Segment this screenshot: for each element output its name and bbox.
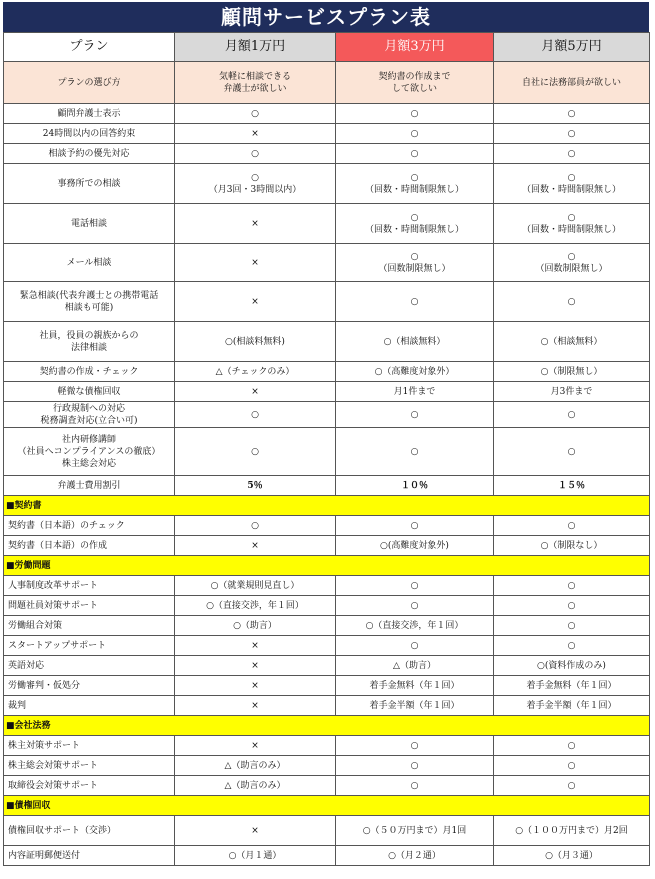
cell-5man: 月3件まで — [494, 382, 650, 402]
section-title: ■債権回収 — [4, 796, 650, 816]
cell-5man: ○（相談無料） — [494, 322, 650, 362]
cell-3man: ○（月２通） — [336, 846, 494, 866]
cell-3man: ○ — [336, 576, 494, 596]
cell-3man: ○ — [336, 282, 494, 322]
cell-5man: ○ — [494, 756, 650, 776]
table-row — [4, 428, 650, 476]
page-title: 顧問サービスプラン表 — [3, 2, 649, 32]
cell-5man: ○（制限なし） — [494, 536, 650, 556]
cell-3man: １０％ — [336, 476, 494, 496]
table-row — [4, 144, 650, 164]
cell-1man: × — [175, 636, 336, 656]
cell-1man: ○ — [175, 428, 336, 476]
row-label: 電話相談 — [4, 204, 175, 244]
cell-3man: ○（５０万円まで）月1回 — [336, 816, 494, 846]
cell-1man: × — [175, 282, 336, 322]
cell-5man: ○ — [494, 144, 650, 164]
table-row — [4, 124, 650, 144]
cell-1man: ○ — [175, 402, 336, 428]
cell-1man: △（助言のみ） — [175, 756, 336, 776]
cell-1man: × — [175, 244, 336, 282]
plan-choice-5man: 自社に法務部員が欲しい — [494, 62, 650, 104]
row-label: 人事制度改革サポート — [4, 576, 175, 596]
row-label: 株主総会対策サポート — [4, 756, 175, 776]
row-label: 弁護士費用割引 — [4, 476, 175, 496]
plan-choice-3man: 契約書の作成まで して欲しい — [336, 62, 494, 104]
section-header — [4, 496, 650, 516]
cell-5man: ○ — [494, 736, 650, 756]
section-title: ■会社法務 — [4, 716, 650, 736]
table-row — [4, 576, 650, 596]
cell-5man: ○ — [494, 576, 650, 596]
row-label: 軽微な債権回収 — [4, 382, 175, 402]
section-title: ■労働問題 — [4, 556, 650, 576]
table-row — [4, 756, 650, 776]
cell-3man: ○ — [336, 756, 494, 776]
row-label: 相談予約の優先対応 — [4, 144, 175, 164]
cell-3man: ○ （回数・時間制限無し） — [336, 164, 494, 204]
cell-5man: １５％ — [494, 476, 650, 496]
table-row — [4, 616, 650, 636]
cell-5man: ○ （回数・時間制限無し） — [494, 204, 650, 244]
row-label: 株主対策サポート — [4, 736, 175, 756]
section-header — [4, 556, 650, 576]
row-label: 事務所での相談 — [4, 164, 175, 204]
cell-1man: × — [175, 676, 336, 696]
cell-3man: 着手金半額（年１回） — [336, 696, 494, 716]
row-label: 契約書（日本語）の作成 — [4, 536, 175, 556]
cell-1man: ○ — [175, 144, 336, 164]
table-row — [4, 476, 650, 496]
cell-3man: ○ — [336, 736, 494, 756]
cell-1man: ○(相談料無料) — [175, 322, 336, 362]
header-plan-1man: 月額1万円 — [175, 33, 336, 62]
cell-1man: ○（助言） — [175, 616, 336, 636]
row-label: 社員，役員の親族からの 法律相談 — [4, 322, 175, 362]
cell-5man: 着手金半額（年１回） — [494, 696, 650, 716]
cell-1man: △（チェックのみ） — [175, 362, 336, 382]
cell-1man: × — [175, 816, 336, 846]
table-row — [4, 596, 650, 616]
cell-3man: 月1件まで — [336, 382, 494, 402]
row-label: 契約書の作成・チェック — [4, 362, 175, 382]
cell-3man: ○ — [336, 636, 494, 656]
plan-table — [3, 32, 650, 866]
cell-1man: × — [175, 736, 336, 756]
cell-5man: ○ — [494, 636, 650, 656]
cell-3man: ○ — [336, 144, 494, 164]
row-label: 労働組合対策 — [4, 616, 175, 636]
cell-5man: ○ — [494, 596, 650, 616]
cell-1man: ○（直接交渉，年１回） — [175, 596, 336, 616]
table-row — [4, 204, 650, 244]
cell-5man: ○ — [494, 282, 650, 322]
row-label: 裁判 — [4, 696, 175, 716]
cell-1man: ○（月１通） — [175, 846, 336, 866]
row-label: スタートアップサポート — [4, 636, 175, 656]
row-label: 英語対応 — [4, 656, 175, 676]
cell-1man: 5％ — [175, 476, 336, 496]
cell-1man: ○ （月3回・3時間以内） — [175, 164, 336, 204]
table-row — [4, 322, 650, 362]
table-row — [4, 636, 650, 656]
cell-3man: ○ — [336, 104, 494, 124]
cell-3man: ○ — [336, 516, 494, 536]
header-row — [4, 33, 650, 62]
table-row — [4, 244, 650, 282]
section-header — [4, 716, 650, 736]
table-row — [4, 362, 650, 382]
cell-3man: ○（直接交渉，年１回） — [336, 616, 494, 636]
table-row — [4, 516, 650, 536]
cell-5man: ○（１００万円まで）月2回 — [494, 816, 650, 846]
cell-1man: △（助言のみ） — [175, 776, 336, 796]
cell-3man: ○ — [336, 596, 494, 616]
row-label: 緊急相談(代表弁護士との携帯電話 相談も可能) — [4, 282, 175, 322]
row-label: メール相談 — [4, 244, 175, 282]
table-row — [4, 846, 650, 866]
table-row — [4, 736, 650, 756]
row-label: 契約書（日本語）のチェック — [4, 516, 175, 536]
table-row — [4, 164, 650, 204]
cell-3man: ○ — [336, 428, 494, 476]
row-label: 取締役会対策サポート — [4, 776, 175, 796]
row-label: 問題社員対策サポート — [4, 596, 175, 616]
row-label: 労働審判・仮処分 — [4, 676, 175, 696]
cell-1man: × — [175, 536, 336, 556]
table-row — [4, 104, 650, 124]
cell-3man: ○（高難度対象外） — [336, 362, 494, 382]
cell-5man: ○(資料作成のみ) — [494, 656, 650, 676]
cell-5man: ○ （回数・時間制限無し） — [494, 164, 650, 204]
cell-5man: ○ — [494, 104, 650, 124]
section-header — [4, 796, 650, 816]
cell-3man: ○（相談無料） — [336, 322, 494, 362]
table-row — [4, 402, 650, 428]
cell-1man: × — [175, 124, 336, 144]
cell-3man: ○(高難度対象外) — [336, 536, 494, 556]
table-row — [4, 656, 650, 676]
cell-5man: ○ — [494, 516, 650, 536]
row-label: 顧問弁護士表示 — [4, 104, 175, 124]
cell-3man: 着手金無料（年１回） — [336, 676, 494, 696]
cell-3man: ○ （回数・時間制限無し） — [336, 204, 494, 244]
cell-5man: ○（制限無し） — [494, 362, 650, 382]
cell-5man: ○（月３通） — [494, 846, 650, 866]
cell-3man: △（助言） — [336, 656, 494, 676]
cell-1man: × — [175, 204, 336, 244]
cell-3man: ○ （回数制限無し） — [336, 244, 494, 282]
table-row — [4, 816, 650, 846]
cell-3man: ○ — [336, 402, 494, 428]
table-row — [4, 382, 650, 402]
cell-5man: ○ — [494, 776, 650, 796]
header-plan-3man: 月額3万円 — [336, 33, 494, 62]
cell-1man: × — [175, 656, 336, 676]
table-row — [4, 776, 650, 796]
plan-choice-label: プランの選び方 — [4, 62, 175, 104]
header-plan: プラン — [4, 33, 175, 62]
cell-5man: 着手金無料（年１回） — [494, 676, 650, 696]
table-row — [4, 676, 650, 696]
row-label: 24時間以内の回答約束 — [4, 124, 175, 144]
table-row — [4, 536, 650, 556]
table-row — [4, 282, 650, 322]
cell-1man: ○ — [175, 104, 336, 124]
cell-5man: ○ — [494, 428, 650, 476]
row-label: 債権回収サポート（交渉） — [4, 816, 175, 846]
plan-choice-row — [4, 62, 650, 104]
cell-1man: × — [175, 382, 336, 402]
header-plan-5man: 月額5万円 — [494, 33, 650, 62]
cell-1man: × — [175, 696, 336, 716]
table-row — [4, 696, 650, 716]
row-label: 行政規制への対応 税務調査対応(立合い可) — [4, 402, 175, 428]
cell-5man: ○ — [494, 616, 650, 636]
cell-5man: ○ （回数制限無し） — [494, 244, 650, 282]
cell-5man: ○ — [494, 402, 650, 428]
cell-3man: ○ — [336, 776, 494, 796]
cell-1man: ○ — [175, 516, 336, 536]
section-title: ■契約書 — [4, 496, 650, 516]
cell-1man: ○（就業規則見直し） — [175, 576, 336, 596]
cell-5man: ○ — [494, 124, 650, 144]
cell-3man: ○ — [336, 124, 494, 144]
row-label: 内容証明郵便送付 — [4, 846, 175, 866]
row-label: 社内研修講師 （社員へコンプライアンスの徹底） 株主総会対応 — [4, 428, 175, 476]
plan-choice-1man: 気軽に相談できる 弁護士が欲しい — [175, 62, 336, 104]
